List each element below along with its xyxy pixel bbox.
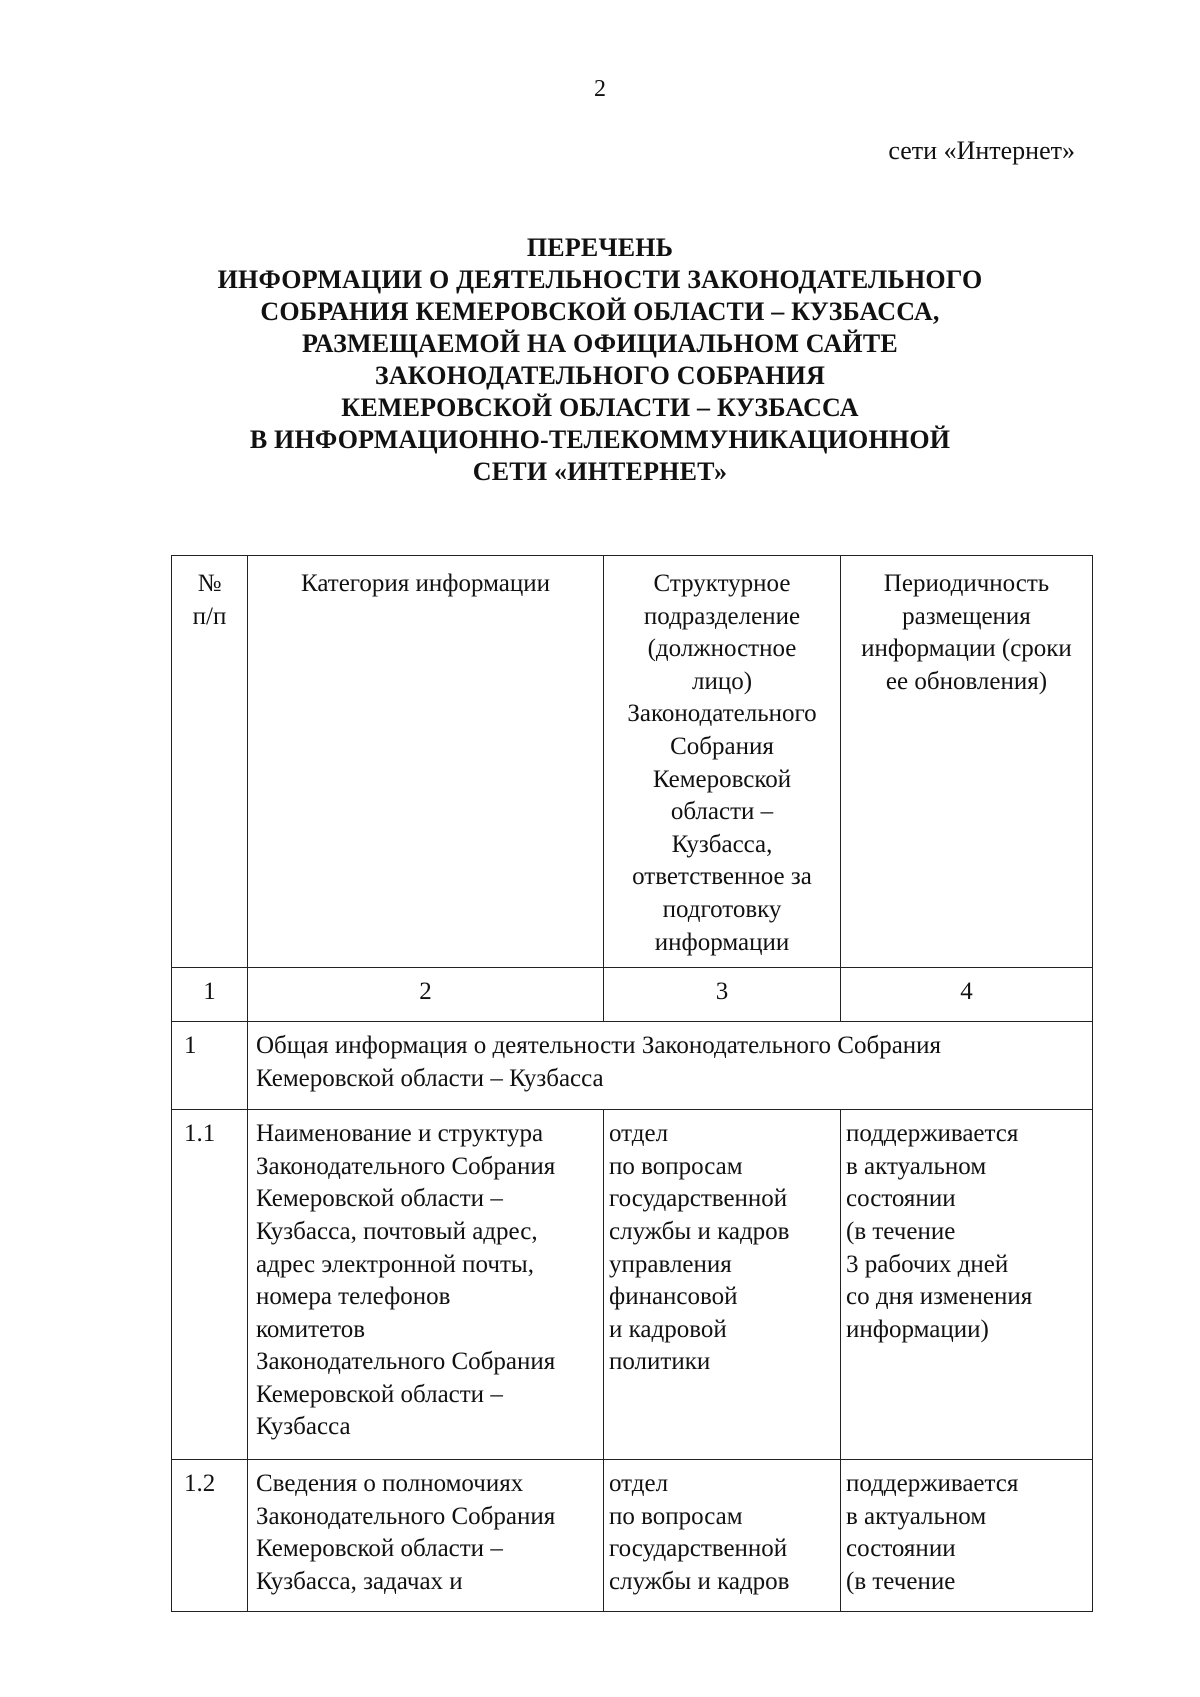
- section-title-line: Кемеровской области – Кузбасса: [256, 1064, 604, 1092]
- header-periodicity-cell: [841, 556, 1093, 968]
- cell-line: государственной: [609, 1535, 788, 1563]
- title-line: ПЕРЕЧЕНЬ: [526, 233, 674, 262]
- header-text: информации (сроки: [861, 635, 1072, 663]
- cell-line: Кемеровской области –: [256, 1185, 503, 1213]
- title-line: ЗАКОНОДАТЕЛЬНОГО СОБРАНИЯ: [374, 361, 826, 390]
- header-text: №: [197, 570, 222, 597]
- header-text: лицо): [691, 667, 753, 695]
- header-continuation: сети «Интернет»: [888, 136, 1075, 165]
- cell-line: и кадровой: [609, 1315, 727, 1343]
- cell-line: Кузбасса, задачах и: [256, 1567, 463, 1595]
- title-line: КЕМЕРОВСКОЙ ОБЛАСТИ – КУЗБАССА: [341, 393, 859, 422]
- cell-line: адрес электронной почты,: [256, 1250, 534, 1278]
- column-number: 4: [841, 968, 1093, 1022]
- cell-line: (в течение: [846, 1217, 956, 1245]
- cell-line: Кузбасса, почтовый адрес,: [256, 1217, 538, 1245]
- title-line: СОБРАНИЯ КЕМЕРОВСКОЙ ОБЛАСТИ – КУЗБАССА,: [260, 297, 940, 326]
- cell-line: Законодательного Собрания: [256, 1502, 556, 1530]
- cell-line: государственной: [609, 1185, 788, 1213]
- cell-line: (в течение: [846, 1567, 956, 1595]
- information-table: [171, 555, 1093, 1612]
- document-title: [150, 232, 1050, 488]
- cell-line: в актуальном: [846, 1502, 987, 1530]
- cell-line: со дня изменения: [846, 1283, 1033, 1311]
- cell-line: Законодательного Собрания: [256, 1348, 556, 1376]
- header-text: п/п: [192, 602, 227, 630]
- cell-line: службы и кадров: [609, 1567, 790, 1595]
- section-title: [248, 1022, 1093, 1110]
- cell-line: комитетов: [256, 1315, 366, 1343]
- cell-line: поддерживается: [846, 1120, 1019, 1148]
- section-number: 1: [172, 1022, 248, 1110]
- header-category-cell: [248, 556, 604, 968]
- periodicity-cell: [841, 1460, 1093, 1612]
- cell-line: отдел: [609, 1470, 669, 1498]
- cell-line: Сведения о полномочиях: [256, 1470, 524, 1498]
- cell-line: состоянии: [846, 1535, 956, 1563]
- title-line: В ИНФОРМАЦИОННО-ТЕЛЕКОММУНИКАЦИОННОЙ: [249, 425, 951, 454]
- header-text: Законодательного: [627, 700, 817, 728]
- cell-line: информации): [846, 1315, 989, 1343]
- cell-line: финансовой: [609, 1283, 738, 1311]
- header-text: подготовку: [662, 895, 782, 923]
- header-text: размещения: [902, 602, 1031, 630]
- cell-line: 3 рабочих дней: [846, 1250, 1009, 1278]
- table-row: [172, 1110, 1093, 1460]
- header-text: ответственное за: [632, 863, 812, 891]
- header-text: информации: [654, 928, 790, 956]
- table-row: [172, 1460, 1093, 1612]
- header-text: Периодичность: [883, 570, 1050, 597]
- column-number: 1: [172, 968, 248, 1022]
- cell-line: Кузбасса: [256, 1413, 351, 1441]
- header-text: подразделение: [643, 602, 801, 630]
- header-text: ее обновления): [885, 667, 1048, 695]
- title-line: РАЗМЕЩАЕМОЙ НА ОФИЦИАЛЬНОМ САЙТЕ: [302, 329, 898, 358]
- cell-line: Кемеровской области –: [256, 1380, 503, 1408]
- cell-line: по вопросам: [609, 1502, 743, 1530]
- cell-line: управления: [609, 1250, 732, 1278]
- header-text: Кузбасса,: [671, 830, 773, 858]
- cell-line: поддерживается: [846, 1470, 1019, 1498]
- title-line: ИНФОРМАЦИИ О ДЕЯТЕЛЬНОСТИ ЗАКОНОДАТЕЛЬНОГО: [217, 265, 983, 294]
- header-text: Кемеровской: [652, 765, 792, 793]
- department-cell: [604, 1110, 841, 1460]
- cell-line: состоянии: [846, 1185, 956, 1213]
- cell-line: Наименование и структура: [256, 1120, 544, 1148]
- category-cell: [248, 1460, 604, 1612]
- section-row: [172, 1022, 1093, 1110]
- cell-line: политики: [609, 1348, 711, 1376]
- cell-line: в актуальном: [846, 1152, 987, 1180]
- table-header-row: [172, 556, 1093, 968]
- header-text: Структурное: [653, 570, 791, 597]
- column-number: 2: [248, 968, 604, 1022]
- header-department-cell: [604, 556, 841, 968]
- cell-line: Законодательного Собрания: [256, 1152, 556, 1180]
- cell-line: службы и кадров: [609, 1217, 790, 1245]
- column-number: 3: [604, 968, 841, 1022]
- row-number: 1.2: [172, 1460, 248, 1612]
- cell-line: Кемеровской области –: [256, 1535, 503, 1563]
- header-text: области –: [670, 798, 774, 826]
- row-number: 1.1: [172, 1110, 248, 1460]
- department-cell: [604, 1460, 841, 1612]
- column-number-row: [172, 968, 1093, 1022]
- category-cell: [248, 1110, 604, 1460]
- title-line: СЕТИ «ИНТЕРНЕТ»: [472, 457, 728, 486]
- header-text: (должностное: [647, 635, 797, 663]
- header-text: Собрания: [670, 732, 774, 760]
- cell-line: отдел: [609, 1120, 669, 1148]
- section-title-line: Общая информация о деятельности Законодательного Собрания: [256, 1032, 942, 1060]
- header-number-cell: [172, 556, 248, 968]
- cell-line: по вопросам: [609, 1152, 743, 1180]
- page-number: 2: [594, 76, 606, 102]
- cell-line: номера телефонов: [256, 1283, 451, 1311]
- periodicity-cell: [841, 1110, 1093, 1460]
- header-text: Категория информации: [300, 570, 551, 597]
